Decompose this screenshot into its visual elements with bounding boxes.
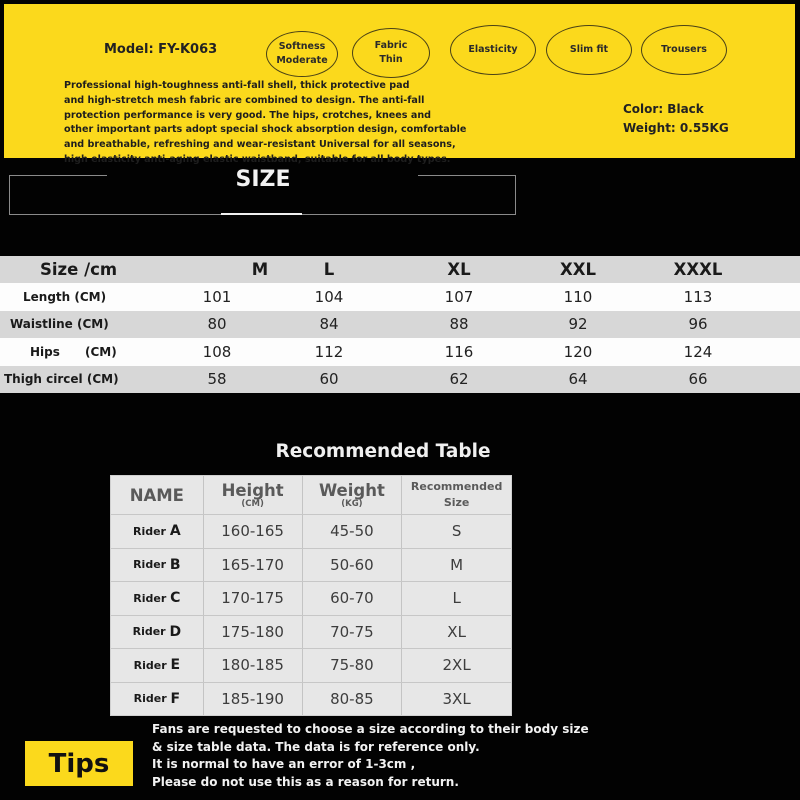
badge-line: Trousers xyxy=(661,44,707,55)
size-title: SIZE xyxy=(235,167,291,192)
size-row-length xyxy=(0,283,800,311)
header-sub: Size xyxy=(443,496,470,509)
header-sub: (KG) xyxy=(341,498,363,509)
cell: 104 xyxy=(314,287,344,306)
row-label: Thigh circel (CM) xyxy=(4,372,119,387)
rider-prefix: Rider xyxy=(132,524,166,538)
rider-prefix: Rider xyxy=(133,692,167,706)
description-line: and high-stretch mesh fabric are combined to design. The anti-fall xyxy=(64,94,425,106)
header-recommended-size xyxy=(401,476,511,514)
rider-weight: 70-75 xyxy=(302,616,402,649)
badge-line: Thin xyxy=(379,54,403,65)
rider-name xyxy=(111,549,203,582)
cell: 64 xyxy=(568,370,588,389)
header-name xyxy=(111,476,203,514)
rider-height: 180-185 xyxy=(203,649,302,682)
rider-size: 2XL xyxy=(401,649,511,682)
rider-row-d xyxy=(111,615,511,649)
description-line: other important parts adopt special shock absorption design, comfortable xyxy=(64,124,467,136)
rider-name xyxy=(111,649,203,682)
product-color: Color: Black xyxy=(623,102,704,116)
rider-letter: C xyxy=(170,590,181,607)
rider-letter: A xyxy=(169,523,181,540)
rider-weight: 80-85 xyxy=(302,683,402,716)
cell: 62 xyxy=(449,370,469,389)
rider-weight: 60-70 xyxy=(302,582,402,615)
rider-prefix: Rider xyxy=(133,591,167,605)
rider-size: L xyxy=(401,582,511,615)
cell: 84 xyxy=(319,315,339,334)
badge-fabric xyxy=(352,28,430,78)
size-header-m: M xyxy=(251,260,269,279)
row-label: Length (CM) xyxy=(23,289,107,304)
rider-weight: 50-60 xyxy=(302,549,402,582)
rider-letter: E xyxy=(170,657,181,674)
size-header-l: L xyxy=(323,260,335,279)
cell: 92 xyxy=(568,315,588,334)
rider-letter: F xyxy=(170,690,181,707)
product-weight: Weight: 0.55KG xyxy=(623,121,729,135)
recommended-header-row xyxy=(111,476,511,514)
tips-line: & size table data. The data is for reference only. xyxy=(152,739,480,754)
cell: 96 xyxy=(688,315,708,334)
size-row-hips xyxy=(0,338,800,366)
size-row-waistline xyxy=(0,311,800,339)
header-main: Weight xyxy=(318,480,385,500)
cell: 88 xyxy=(449,315,469,334)
rider-height: 160-165 xyxy=(203,515,302,548)
rider-size: 3XL xyxy=(401,683,511,716)
cell: 120 xyxy=(563,342,593,361)
header-height xyxy=(203,476,302,514)
row-label: Waistline (CM) xyxy=(10,317,109,332)
badge-line: Slim fit xyxy=(569,44,609,55)
rider-size: XL xyxy=(401,616,511,649)
cell: 113 xyxy=(683,287,713,306)
badge-line: Elasticity xyxy=(468,44,518,55)
model-number: Model: FY-K063 xyxy=(104,42,218,57)
header-main: Height xyxy=(221,480,284,500)
cell: 58 xyxy=(207,370,227,389)
tips-line: Fans are requested to choose a size according to their body size xyxy=(152,722,589,736)
rider-name xyxy=(111,582,203,615)
rider-size: M xyxy=(401,549,511,582)
product-description xyxy=(64,79,564,168)
rider-prefix: Rider xyxy=(133,558,167,572)
badge-line: Moderate xyxy=(276,55,328,66)
cell: 108 xyxy=(202,342,232,361)
size-header-xl: XL xyxy=(447,260,471,279)
description-line: Professional high-toughness anti-fall shell, thick protective pad xyxy=(64,80,410,91)
header-sub: (CM) xyxy=(241,498,264,509)
rider-size: S xyxy=(401,515,511,548)
cell: 101 xyxy=(202,287,232,306)
badge-line: Fabric xyxy=(374,40,408,51)
cell: 116 xyxy=(444,342,474,361)
rider-prefix: Rider xyxy=(132,625,166,639)
rider-weight: 45-50 xyxy=(302,515,402,548)
size-header-xxxl: XXXL xyxy=(673,260,723,279)
size-row-thigh xyxy=(0,366,800,394)
rider-row-c xyxy=(111,581,511,615)
rider-weight: 75-80 xyxy=(302,649,402,682)
rider-height: 170-175 xyxy=(203,582,302,615)
rider-name xyxy=(111,616,203,649)
rider-row-e xyxy=(111,648,511,682)
recommended-table xyxy=(110,475,512,716)
rider-prefix: Rider xyxy=(133,658,167,672)
size-header-xxl: XXL xyxy=(560,260,596,279)
row-label: Hips (CM) xyxy=(30,344,117,359)
badge-line: Softness xyxy=(278,41,326,52)
size-header-label: Size /cm xyxy=(40,260,118,279)
rider-row-f xyxy=(111,682,511,716)
size-title-underline xyxy=(221,213,302,215)
header-main: Recommended xyxy=(410,480,503,493)
tips-text xyxy=(152,721,589,791)
description-line: high elasticity anti-aging elastic waistband, suitable for all body types. xyxy=(64,153,451,165)
rider-letter: D xyxy=(169,623,182,640)
rider-height: 175-180 xyxy=(203,616,302,649)
badge-softness xyxy=(266,31,338,77)
header-weight xyxy=(302,476,402,514)
recommended-table-title: Recommended Table xyxy=(275,441,491,462)
rider-letter: B xyxy=(169,556,181,573)
cell: 107 xyxy=(444,287,474,306)
cell: 66 xyxy=(688,370,708,389)
size-header-row xyxy=(0,256,800,283)
cell: 124 xyxy=(683,342,713,361)
badge-trousers xyxy=(641,25,727,75)
cell: 80 xyxy=(207,315,227,334)
rider-height: 165-170 xyxy=(203,549,302,582)
cell: 112 xyxy=(314,342,344,361)
rider-name xyxy=(111,683,203,716)
tips-line: It is normal to have an error of 1-3cm , xyxy=(152,757,416,771)
product-info-panel xyxy=(4,4,795,165)
header-main: NAME xyxy=(129,485,184,505)
cell: 60 xyxy=(319,370,339,389)
badge-elasticity xyxy=(450,25,536,75)
description-line: and breathable, refreshing and wear-resistant Universal for all seasons, xyxy=(64,139,456,151)
tips-badge: Tips xyxy=(25,741,133,786)
description-line: protection performance is very good. The hips, crotches, knees and xyxy=(64,109,432,121)
size-chart-table xyxy=(0,256,800,393)
rider-row-b xyxy=(111,548,511,582)
rider-height: 185-190 xyxy=(203,683,302,716)
rider-name xyxy=(111,515,203,548)
badge-slim-fit xyxy=(546,25,632,75)
tips-line: Please do not use this as a reason for return. xyxy=(152,774,459,789)
rider-row-a xyxy=(111,514,511,548)
cell: 110 xyxy=(563,287,593,306)
